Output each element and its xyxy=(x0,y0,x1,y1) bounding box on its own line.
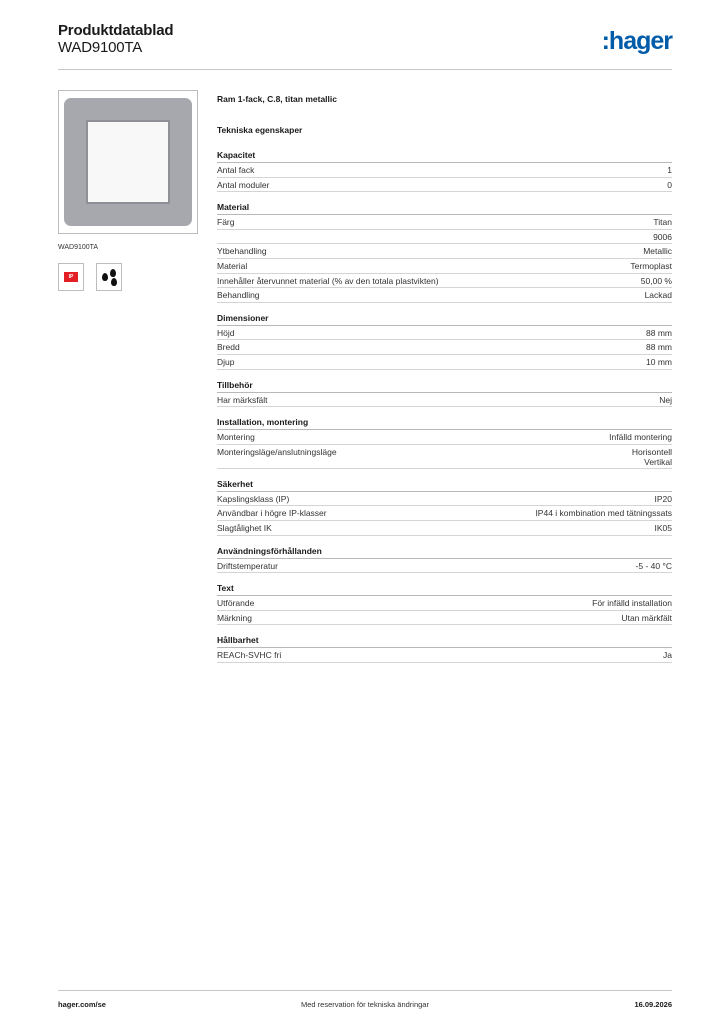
spec-label: Behandling xyxy=(217,290,260,301)
spec-label: Innehåller återvunnet material (% av den totala plastvikten) xyxy=(217,275,439,286)
spec-section xyxy=(217,200,672,303)
frame-illustration xyxy=(64,98,192,226)
product-name: Ram 1-fack, C.8, titan metallic xyxy=(217,94,337,104)
spec-label: Höjd xyxy=(217,327,235,338)
spec-value xyxy=(655,494,673,505)
hager-logo: :hager xyxy=(601,27,672,55)
ip-rating-icon xyxy=(58,263,84,291)
page-header xyxy=(58,22,672,70)
drop-icon xyxy=(102,273,108,281)
property-sections xyxy=(217,148,672,663)
spec-label: Har märksfält xyxy=(217,394,268,405)
spec-value-line: Nej xyxy=(659,394,672,405)
spec-row xyxy=(217,393,672,408)
spec-label: Djup xyxy=(217,356,235,367)
spec-value-line: Metallic xyxy=(643,246,672,257)
spec-value xyxy=(653,232,672,243)
spec-value-line: 0 xyxy=(667,179,672,190)
disclaimer-text: Med reservation för tekniska ändringar xyxy=(301,1000,429,1009)
water-drops-icon xyxy=(96,263,122,291)
section-title: Installation, montering xyxy=(217,415,672,430)
spec-label: Material xyxy=(217,260,248,271)
spec-row xyxy=(217,596,672,611)
spec-row xyxy=(217,178,672,193)
spec-value-line: Vertikal xyxy=(644,457,672,468)
section-title: Kapacitet xyxy=(217,148,672,163)
spec-row xyxy=(217,355,672,370)
spec-value xyxy=(535,508,672,519)
spec-section xyxy=(217,581,672,625)
spec-value xyxy=(646,357,672,368)
frame-opening xyxy=(86,120,170,204)
spec-row xyxy=(217,274,672,289)
spec-value-line: 1 xyxy=(667,165,672,175)
spec-label: Antal moduler xyxy=(217,179,270,190)
spec-value-line: 10 mm xyxy=(646,356,672,367)
spec-value-line: 50,00 % xyxy=(640,275,672,286)
spec-value xyxy=(667,180,672,191)
section-title: Tillbehör xyxy=(217,378,672,393)
spec-value-line: Infälld montering xyxy=(609,432,672,443)
spec-value-line: 88 mm xyxy=(646,327,672,338)
section-title: Säkerhet xyxy=(217,477,672,492)
spec-section xyxy=(217,148,672,192)
spec-value xyxy=(630,261,672,272)
spec-section xyxy=(217,633,672,663)
ip-badge-label: IP xyxy=(64,272,78,282)
spec-value xyxy=(646,342,672,353)
website-link[interactable]: hager.com/se xyxy=(58,1000,106,1009)
spec-row xyxy=(217,340,672,355)
spec-row xyxy=(217,506,672,521)
spec-row xyxy=(217,244,672,259)
document-title: Produktdatablad xyxy=(58,22,174,39)
spec-value-line: 9006 xyxy=(653,231,672,242)
spec-row xyxy=(217,611,672,626)
spec-row xyxy=(217,326,672,341)
spec-value-line: IP44 i kombination med tätningssats xyxy=(535,508,672,519)
spec-value-line: IK05 xyxy=(654,522,672,533)
spec-section xyxy=(217,415,672,469)
properties-heading: Tekniska egenskaper xyxy=(217,125,303,135)
drop-icon xyxy=(111,278,117,286)
spec-label: REACh-SVHC fri xyxy=(217,650,282,661)
spec-label: Monteringsläge/anslutningsläge xyxy=(217,446,337,457)
spec-label: Kapslingsklass (IP) xyxy=(217,493,290,504)
spec-value xyxy=(659,395,672,406)
spec-value xyxy=(609,432,672,443)
spec-section xyxy=(217,378,672,408)
spec-value-line: Horisontell xyxy=(631,446,672,457)
spec-section xyxy=(217,311,672,370)
spec-row xyxy=(217,215,672,230)
document-date: 16.09.2026 xyxy=(634,1000,672,1009)
spec-value xyxy=(645,290,672,301)
spec-label: Bredd xyxy=(217,342,240,353)
spec-value xyxy=(653,217,672,228)
spec-row xyxy=(217,163,672,178)
product-image xyxy=(58,90,198,234)
spec-value-line: IP20 xyxy=(654,493,672,504)
product-code: WAD9100TA xyxy=(58,39,143,56)
spec-label: Märkning xyxy=(217,612,252,623)
spec-value xyxy=(641,276,672,287)
product-details xyxy=(217,94,672,671)
spec-value xyxy=(643,246,672,257)
section-title: Material xyxy=(217,200,672,215)
spec-value xyxy=(632,447,672,468)
spec-label: Driftstemperatur xyxy=(217,560,278,571)
spec-label: Montering xyxy=(217,432,255,443)
spec-value-line: Lackad xyxy=(644,290,672,301)
drop-icon xyxy=(110,269,116,277)
spec-row xyxy=(217,230,672,245)
spec-row xyxy=(217,259,672,274)
spec-row xyxy=(217,648,672,663)
spec-row xyxy=(217,492,672,507)
image-caption: WAD9100TA xyxy=(58,244,99,251)
spec-value-line: 88 mm xyxy=(646,342,672,353)
spec-row xyxy=(217,430,672,445)
spec-value-line: För infälld installation xyxy=(592,598,672,609)
spec-value xyxy=(592,598,672,609)
spec-value-line: Utan märkfält xyxy=(621,612,672,623)
spec-label: Ytbehandling xyxy=(217,246,267,257)
spec-row xyxy=(217,559,672,574)
spec-value xyxy=(663,650,672,661)
spec-value xyxy=(655,523,673,534)
spec-value-line: Termoplast xyxy=(630,260,672,271)
spec-value xyxy=(646,328,672,339)
section-title: Text xyxy=(217,581,672,596)
spec-value xyxy=(621,613,672,624)
section-title: Dimensioner xyxy=(217,311,672,326)
spec-value xyxy=(667,165,672,176)
spec-label: Utförande xyxy=(217,598,255,609)
spec-row xyxy=(217,445,672,469)
section-title: Hållbarhet xyxy=(217,633,672,648)
section-title: Användningsförhållanden xyxy=(217,544,672,559)
spec-value-line: -5 - 40 °C xyxy=(635,560,672,571)
spec-section xyxy=(217,544,672,574)
spec-label: Användbar i högre IP-klasser xyxy=(217,508,327,519)
spec-row xyxy=(217,288,672,303)
spec-row xyxy=(217,521,672,536)
spec-label: Antal fack xyxy=(217,165,255,175)
spec-label: Färg xyxy=(217,217,235,228)
spec-value-line: Ja xyxy=(663,650,672,661)
spec-value xyxy=(636,561,672,572)
spec-section xyxy=(217,477,672,536)
spec-value-line: Titan xyxy=(653,217,672,228)
spec-label: Slagtålighet IK xyxy=(217,522,272,533)
page-footer xyxy=(58,990,672,1014)
